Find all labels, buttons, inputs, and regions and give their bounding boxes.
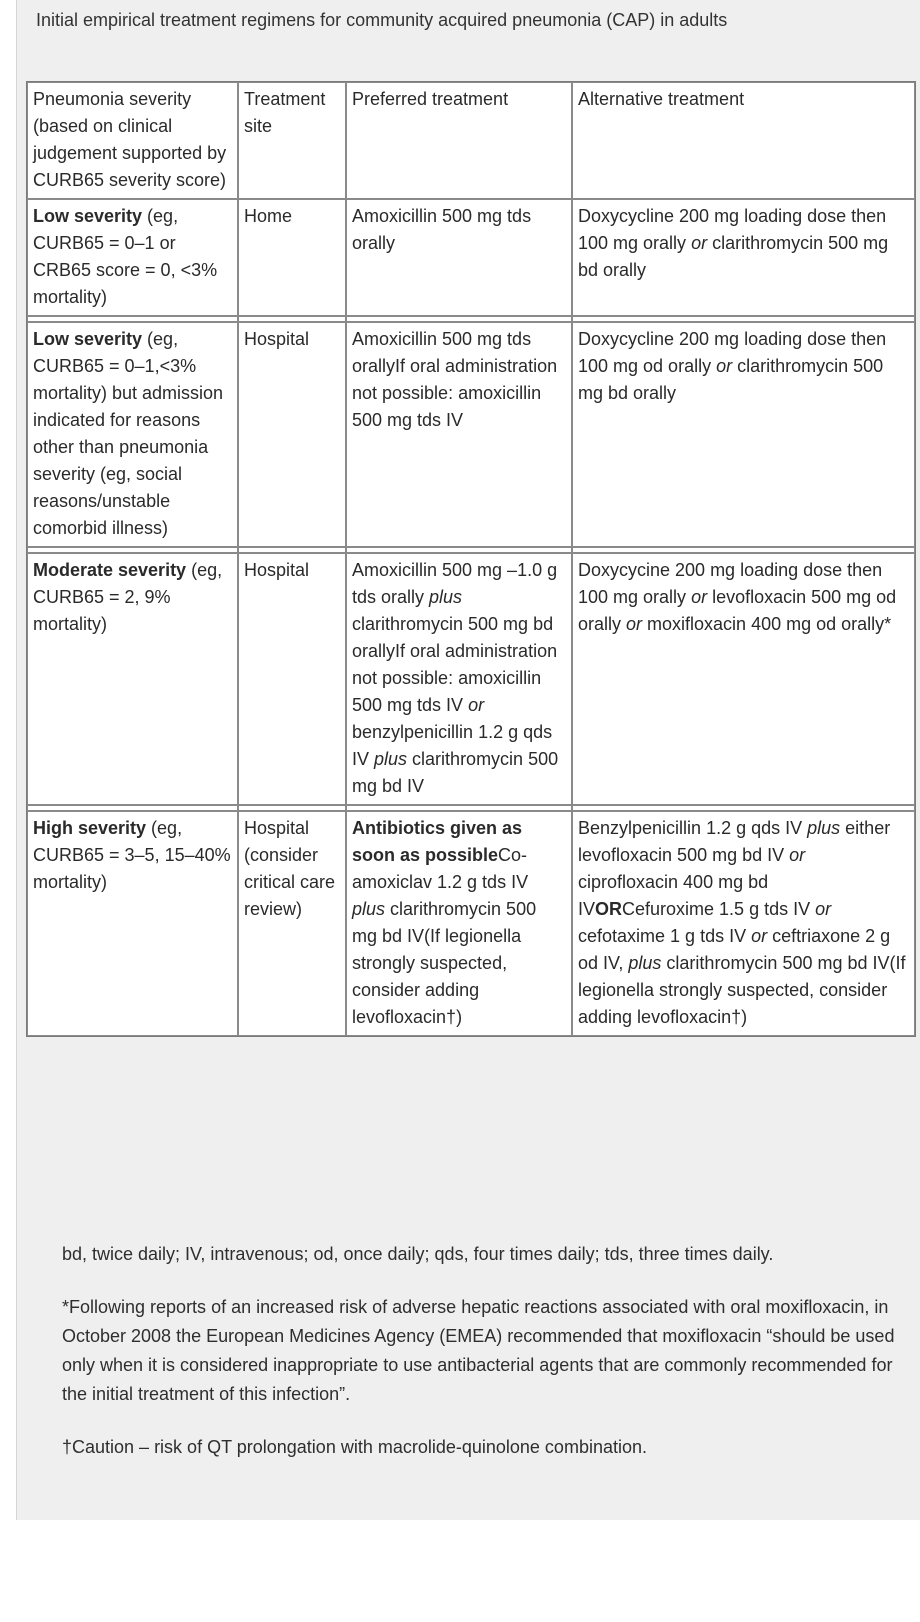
header-alternative: Alternative treatment [572, 82, 915, 199]
preferred-text: Co-amoxiclav 1.2 g tds IV [352, 845, 529, 892]
severity-cell [27, 322, 238, 547]
alt-text: cefotaxime 1 g tds IV [578, 926, 752, 946]
alt-text: moxifloxacin 400 mg od orally* [642, 614, 892, 634]
alt-or: or [626, 614, 643, 634]
site-cell: Hospital [238, 322, 346, 547]
alt-or: or [716, 356, 733, 376]
preferred-plus: plus [352, 899, 386, 919]
alt-text: ciprofloxacin 400 mg bd IV [578, 872, 769, 919]
alt-text: clarithromycin 500 mg bd orally [578, 233, 889, 280]
preferred-emphasis: Antibiotics given as soon as possible [352, 818, 523, 865]
alt-emphasis: OR [595, 899, 623, 919]
alt-or: or [789, 845, 806, 865]
severity-label: High severity [33, 818, 147, 838]
alt-or: or [691, 233, 708, 253]
alt-plus: plus [628, 953, 662, 973]
site-cell: Hospital [238, 553, 346, 805]
header-severity: Pneumonia severity (based on clinical judgement supported by CURB65 severity score) [27, 82, 238, 199]
moxifloxacin-note: *Following reports of an increased risk of adverse hepatic reactions associated with oral moxifloxacin, in October 2008 the European Medicines Agency (EMEA) recommended that moxifloxacin “should be used only when it is considered inappropriate to use antibacterial agents that are commonly recommended for the initial treatment of this infection”. [62, 1297, 895, 1404]
table-row [27, 322, 915, 547]
header-site: Treatment site [238, 82, 346, 199]
preferred-text: clarithromycin 500 mg bd IV(If legionella strongly suspected, consider adding levofloxacin†) [352, 899, 537, 1027]
table-row [27, 811, 915, 1036]
alternative-cell [572, 553, 915, 805]
preferred-or: or [468, 695, 485, 715]
alt-text: Doxycycline 200 mg loading dose then 100 mg od orally [578, 329, 887, 376]
alt-text: levofloxacin 500 mg od orally [578, 587, 897, 634]
preferred-plus: plus [374, 749, 408, 769]
footnotes [62, 1240, 902, 1486]
site-cell: Home [238, 199, 346, 316]
alt-or: or [691, 587, 708, 607]
alt-text: ceftriaxone 2 g od IV, [578, 926, 891, 973]
header-preferred: Preferred treatment [346, 82, 572, 199]
preferred-cell [346, 553, 572, 805]
preferred-text: clarithromycin 500 mg bd orallyIf oral administration not possible: amoxicillin 500 mg tds IV [352, 614, 558, 715]
alt-or: or [751, 926, 768, 946]
site-cell: Hospital (consider critical care review) [238, 811, 346, 1036]
alt-text: clarithromycin 500 mg bd IV(If legionella strongly suspected, consider adding levofloxacin†) [578, 953, 906, 1027]
preferred-cell: Amoxicillin 500 mg tds orally [346, 199, 572, 316]
alternative-cell [572, 199, 915, 316]
preferred-text: benzylpenicillin 1.2 g qds IV [352, 722, 553, 769]
severity-label: Low severity [33, 329, 143, 349]
alt-text: Doxycycine 200 mg loading dose then 100 mg orally [578, 560, 883, 607]
alt-text: either levofloxacin 500 mg bd IV [578, 818, 891, 865]
caution-note: †Caution – risk of QT prolongation with macrolide-quinolone combination. [62, 1437, 647, 1457]
severity-label: Moderate severity [33, 560, 187, 580]
severity-detail: (eg, CURB65 = 2, 9% mortality) [33, 560, 223, 634]
severity-cell [27, 553, 238, 805]
alt-or: or [815, 899, 832, 919]
table-header-row [27, 82, 915, 199]
treatment-table [26, 81, 916, 1037]
alt-text: clarithromycin 500 mg bd orally [578, 356, 884, 403]
alt-plus: plus [807, 818, 841, 838]
preferred-plus: plus [429, 587, 463, 607]
alt-text: Cefuroxime 1.5 g tds IV [622, 899, 816, 919]
severity-detail: (eg, CURB65 = 0–1,<3% mortality) but admission indicated for reasons other than pneumonia severity (eg, social reasons/unstable comorbid illness) [33, 329, 224, 538]
alt-text: Doxycycline 200 mg loading dose then 100 mg orally [578, 206, 887, 253]
alternative-cell [572, 322, 915, 547]
severity-detail: (eg, CURB65 = 3–5, 15–40% mortality) [33, 818, 231, 892]
severity-label: Low severity [33, 206, 143, 226]
preferred-cell: Amoxicillin 500 mg tds orallyIf oral administration not possible: amoxicillin 500 mg tds IV [346, 322, 572, 547]
alt-text: Benzylpenicillin 1.2 g qds IV [578, 818, 808, 838]
table-row [27, 199, 915, 316]
preferred-text: clarithromycin 500 mg bd IV [352, 749, 559, 796]
preferred-cell [346, 811, 572, 1036]
severity-cell [27, 199, 238, 316]
severity-detail: (eg, CURB65 = 0–1 or CRB65 score = 0, <3% mortality) [33, 206, 218, 307]
abbreviations-note: bd, twice daily; IV, intravenous; od, once daily; qds, four times daily; tds, three times daily. [62, 1244, 774, 1264]
page-title: Initial empirical treatment regimens for community acquired pneumonia (CAP) in adults [36, 10, 728, 30]
preferred-text: Amoxicillin 500 mg –1.0 g tds orally [352, 560, 558, 607]
table-row [27, 553, 915, 805]
alternative-cell [572, 811, 915, 1036]
severity-cell [27, 811, 238, 1036]
